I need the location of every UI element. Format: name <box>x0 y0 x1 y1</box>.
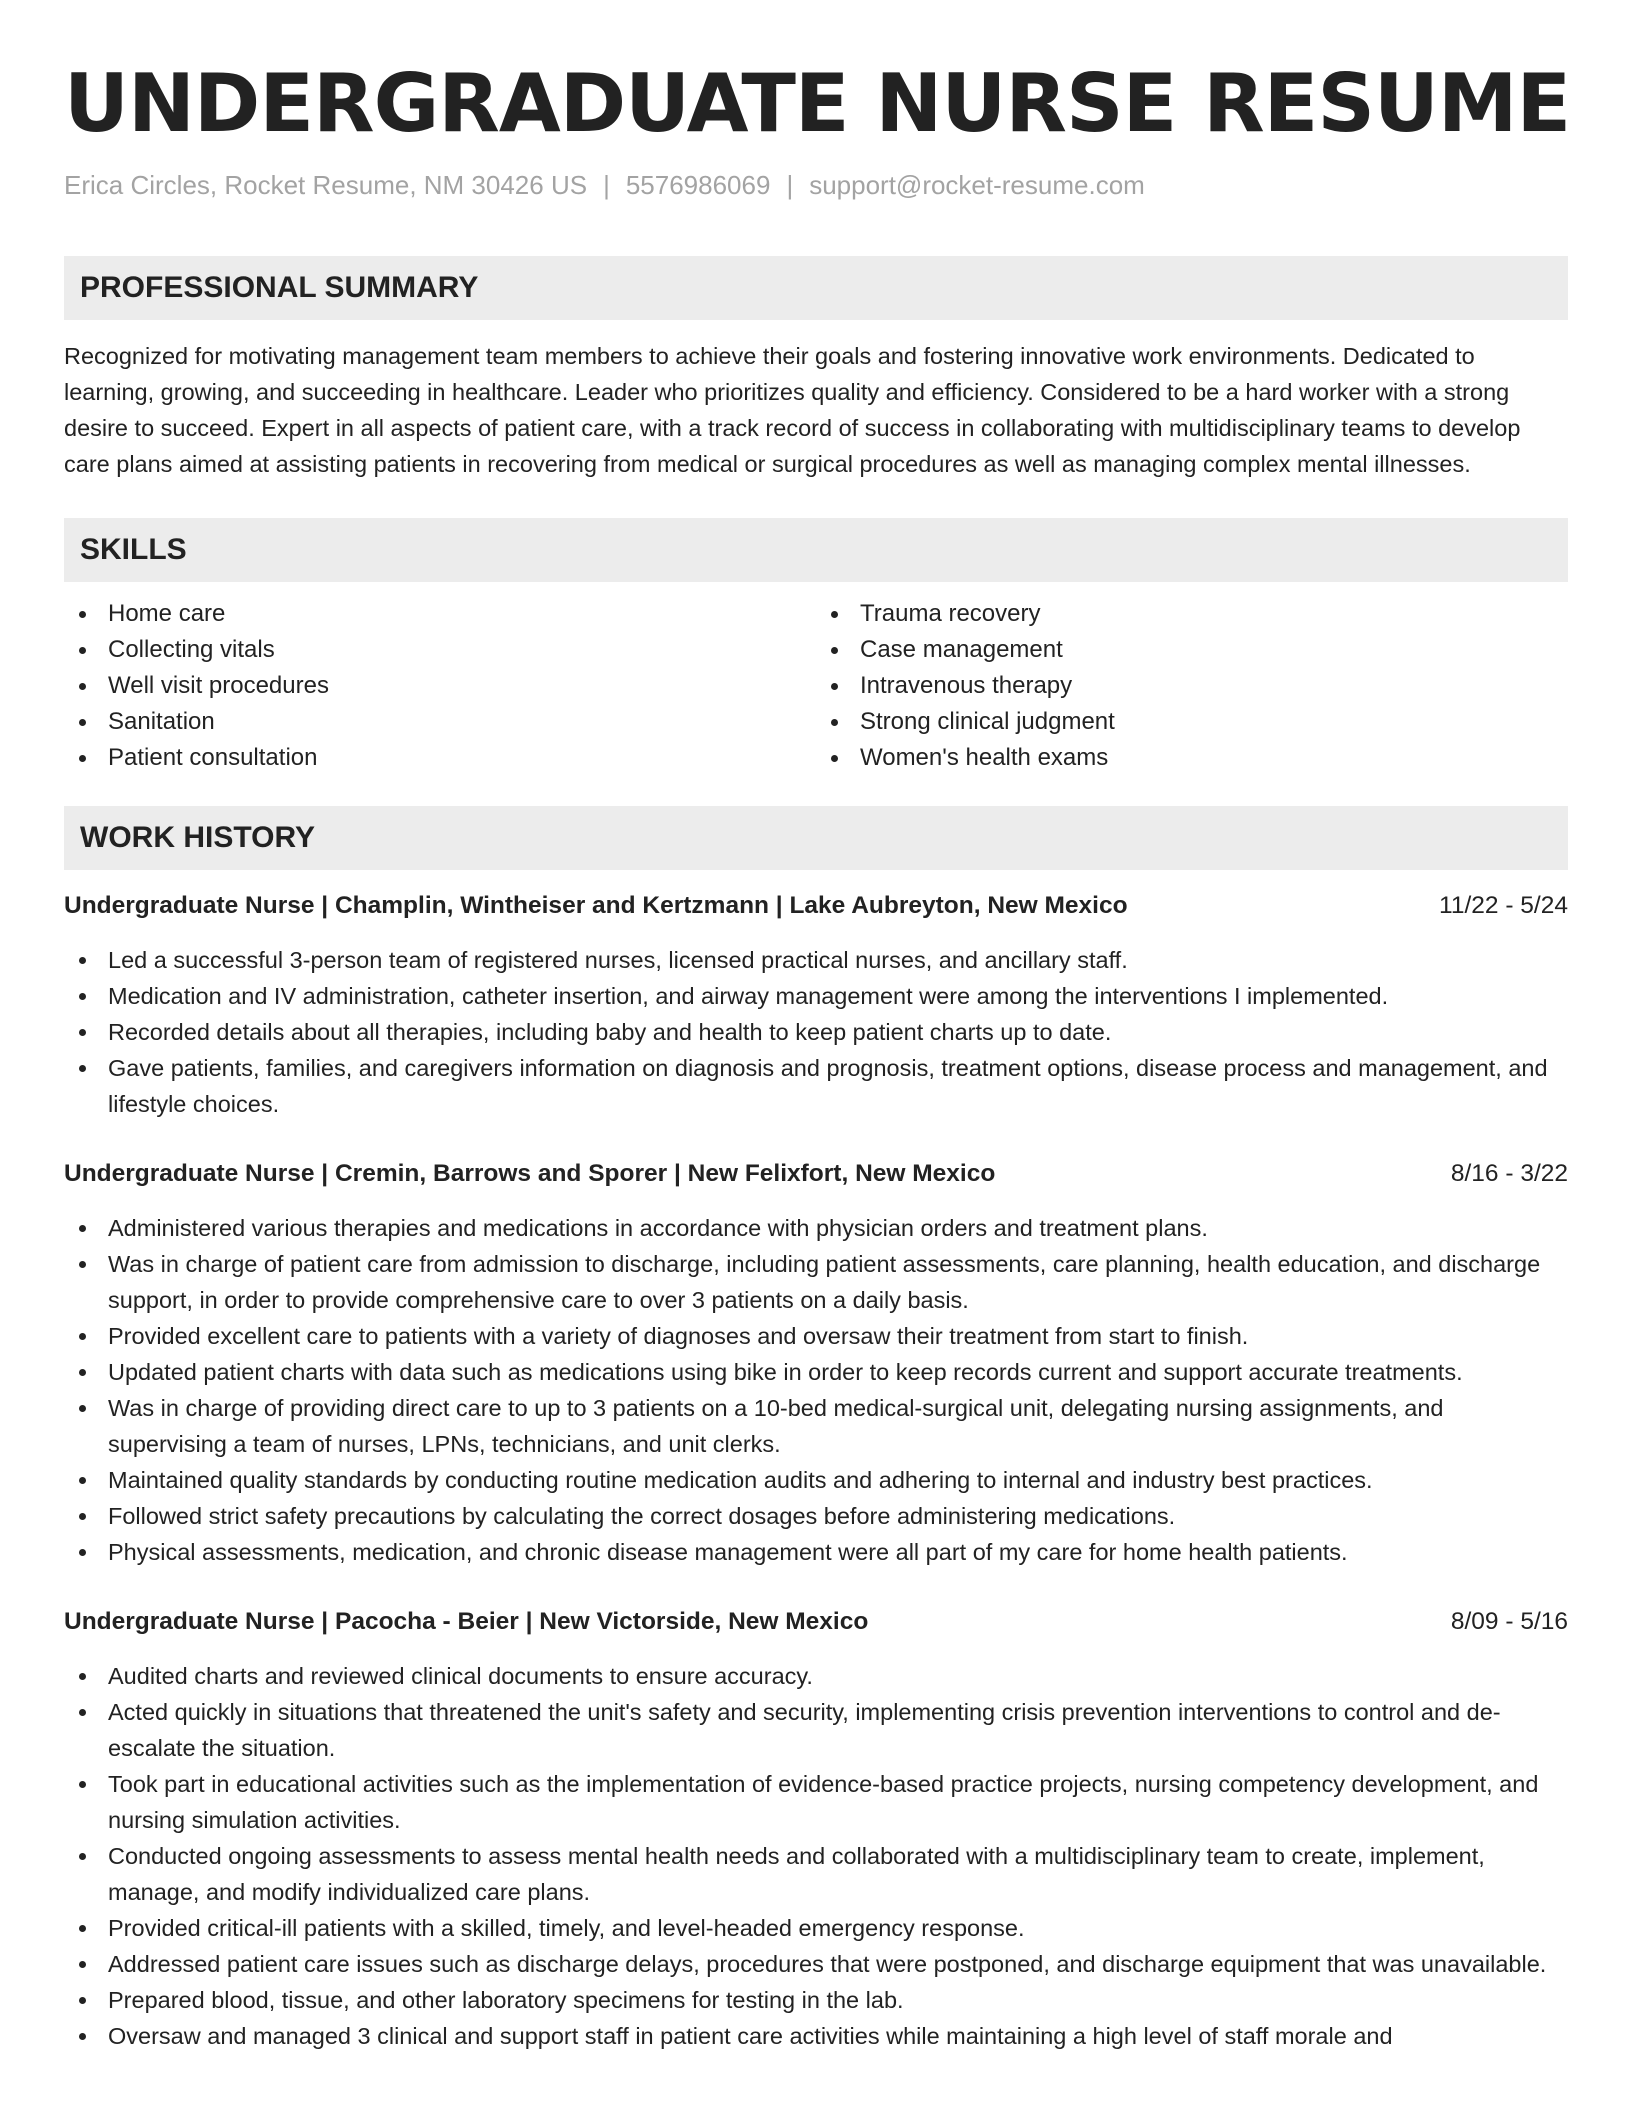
job-bullet: Maintained quality standards by conducting routine medication audits and adhering to internal and industry best practices. <box>64 1462 1568 1498</box>
job-bullet: Provided critical-ill patients with a skilled, timely, and level-headed emergency response. <box>64 1910 1568 1946</box>
work-history-heading: WORK HISTORY <box>64 806 1568 870</box>
job-bullet: Gave patients, families, and caregivers information on diagnosis and prognosis, treatment options, disease process and management, and lifestyle choices. <box>64 1050 1568 1122</box>
skill-item: Patient consultation <box>64 740 816 776</box>
contact-email: support@rocket-resume.com <box>809 170 1145 200</box>
job-bullets <box>64 1658 1568 2054</box>
job-bullet: Administered various therapies and medications in accordance with physician orders and treatment plans. <box>64 1210 1568 1246</box>
job-bullets <box>64 1210 1568 1570</box>
contact-line <box>64 168 1568 202</box>
job-entry <box>64 1604 1568 2054</box>
job-bullet: Followed strict safety precautions by calculating the correct dosages before administering medications. <box>64 1498 1568 1534</box>
skill-item: Strong clinical judgment <box>816 704 1568 740</box>
job-bullet: Led a successful 3-person team of registered nurses, licensed practical nurses, and ancillary staff. <box>64 942 1568 978</box>
skill-item: Intravenous therapy <box>816 668 1568 704</box>
job-bullet: Oversaw and managed 3 clinical and support staff in patient care activities while maintaining a high level of staff morale and <box>64 2018 1568 2054</box>
job-title: Undergraduate Nurse | Pacocha - Beier | New Victorside, New Mexico <box>64 1608 869 1635</box>
skills-column-right <box>816 596 1568 776</box>
job-bullet: Took part in educational activities such as the implementation of evidence-based practice projects, nursing competency development, and nursing simulation activities. <box>64 1766 1568 1838</box>
skills-list <box>64 596 1568 776</box>
contact-separator: | <box>603 170 610 200</box>
skill-item: Sanitation <box>64 704 816 740</box>
contact-phone: 5576986069 <box>625 170 771 200</box>
skill-item: Trauma recovery <box>816 596 1568 632</box>
skill-item: Well visit procedures <box>64 668 816 704</box>
job-bullet: Recorded details about all therapies, including baby and health to keep patient charts up to date. <box>64 1014 1568 1050</box>
skill-item: Case management <box>816 632 1568 668</box>
job-bullet: Prepared blood, tissue, and other laboratory specimens for testing in the lab. <box>64 1982 1568 2018</box>
resume-title: UNDERGRADUATE NURSE RESUME <box>64 57 1571 150</box>
job-header <box>64 1156 1568 1192</box>
job-bullet: Conducted ongoing assessments to assess mental health needs and collaborated with a multidisciplinary team to create, implement, manage, and modify individualized care plans. <box>64 1838 1568 1910</box>
job-bullet: Physical assessments, medication, and chronic disease management were all part of my care for home health patients. <box>64 1534 1568 1570</box>
summary-text: Recognized for motivating management team members to achieve their goals and fostering innovative work environments. Dedicated to learning, growing, and succeeding in healthcare. Leader who prioritizes quality and efficiency. Considered to be a hard worker with a strong desire to succeed. Expert in all aspects of patient care, with a track record of success in collaborating with multidisciplinary teams to develop care plans aimed at assisting patients in recovering from medical or surgical procedures as well as managing complex mental illnesses. <box>64 343 1521 477</box>
job-bullets <box>64 942 1568 1122</box>
job-bullet: Was in charge of patient care from admission to discharge, including patient assessments, care planning, health education, and discharge support, in order to provide comprehensive care to over 3 patients on a daily basis. <box>64 1246 1568 1318</box>
job-header <box>64 1604 1568 1640</box>
skill-item: Home care <box>64 596 816 632</box>
job-dates: 11/22 - 5/24 <box>1439 892 1568 919</box>
skills-heading: SKILLS <box>64 518 1568 582</box>
contact-separator: | <box>786 170 794 200</box>
job-bullet: Addressed patient care issues such as discharge delays, procedures that were postponed, and discharge equipment that was unavailable. <box>64 1946 1568 1982</box>
skill-item: Women's health exams <box>816 740 1568 776</box>
job-bullet: Updated patient charts with data such as medications using bike in order to keep records current and support accurate treatments. <box>64 1354 1568 1390</box>
job-bullet: Audited charts and reviewed clinical documents to ensure accuracy. <box>64 1658 1568 1694</box>
job-bullet: Acted quickly in situations that threatened the unit's safety and security, implementing crisis prevention interventions to control and de-escalate the situation. <box>64 1694 1568 1766</box>
job-header <box>64 888 1568 924</box>
contact-address: Erica Circles, Rocket Resume, NM 30426 US <box>64 170 588 200</box>
skill-item: Collecting vitals <box>64 632 816 668</box>
job-entry <box>64 1156 1568 1570</box>
job-dates: 8/16 - 3/22 <box>1450 1160 1568 1187</box>
job-entry <box>64 888 1568 1122</box>
job-title: Undergraduate Nurse | Champlin, Wintheiser and Kertzmann | Lake Aubreyton, New Mexico <box>64 892 1128 919</box>
job-bullet: Medication and IV administration, catheter insertion, and airway management were among the interventions I implemented. <box>64 978 1568 1014</box>
job-bullet: Provided excellent care to patients with a variety of diagnoses and oversaw their treatment from start to finish. <box>64 1318 1568 1354</box>
job-dates: 8/09 - 5/16 <box>1450 1608 1568 1635</box>
job-title: Undergraduate Nurse | Cremin, Barrows and Sporer | New Felixfort, New Mexico <box>64 1160 996 1187</box>
summary-heading: PROFESSIONAL SUMMARY <box>64 256 1568 320</box>
job-bullet: Was in charge of providing direct care to up to 3 patients on a 10-bed medical-surgical unit, delegating nursing assignments, and supervising a team of nurses, LPNs, technicians, and unit clerks. <box>64 1390 1568 1462</box>
skills-column-left <box>64 596 816 776</box>
